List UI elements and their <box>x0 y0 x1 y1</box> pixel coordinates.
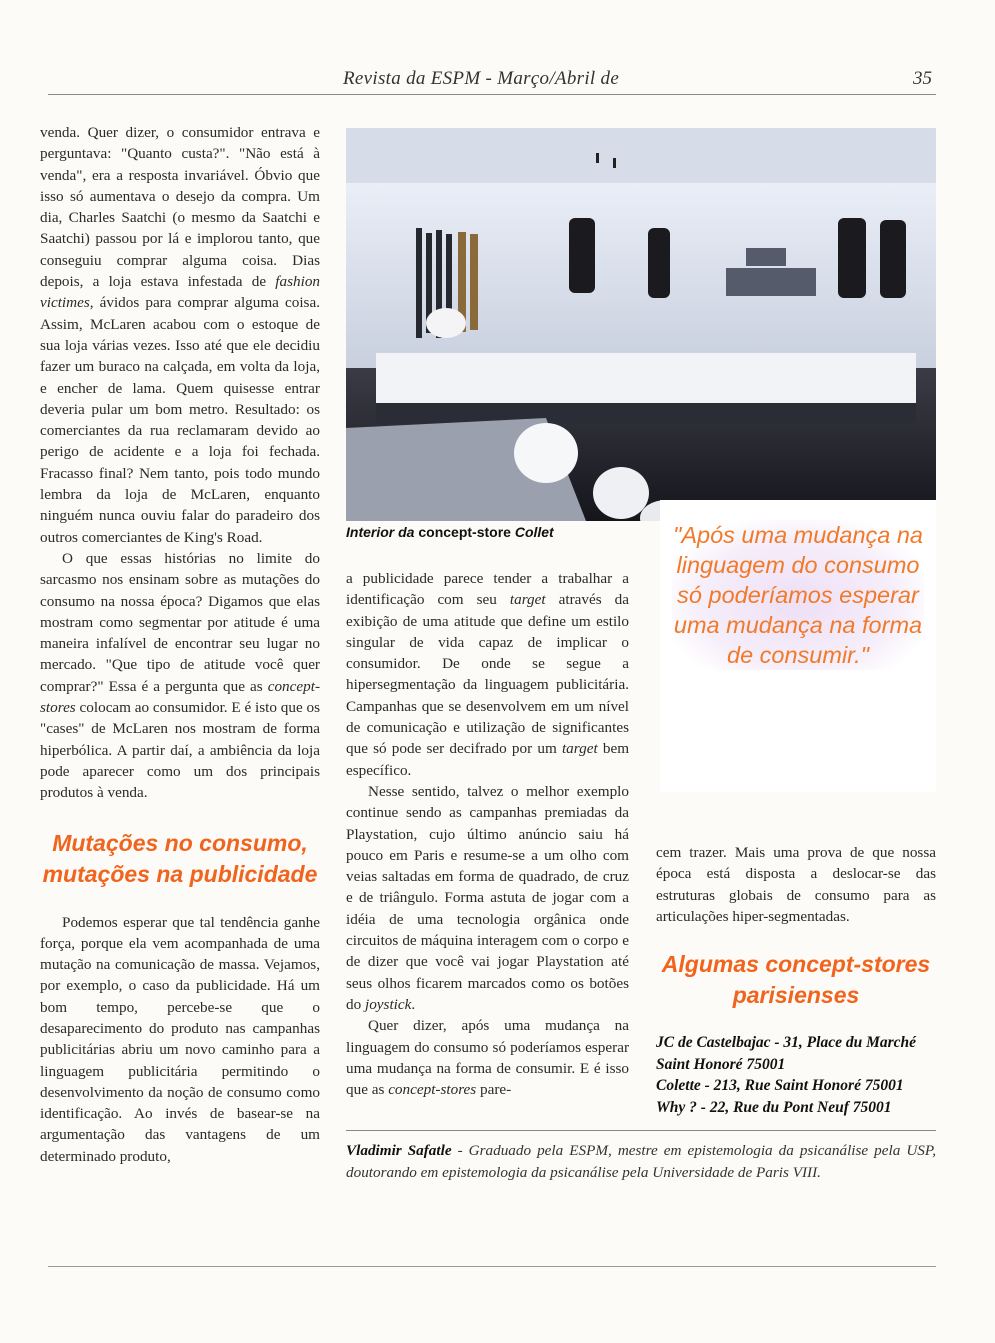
author-bio: Vladimir Safatle - Graduado pela ESPM, mestre em epistemologia da psicanálise pela USP, doutorando em epistemologia da psicanálise pela Universidade de Paris VIII. <box>346 1142 936 1181</box>
store-list <box>656 1032 936 1118</box>
store-item: Colette - 213, Rue Saint Honoré 75001 <box>656 1077 904 1094</box>
store-item: Why ? - 22, Rue du Pont Neuf 75001 <box>656 1098 892 1116</box>
author-name: Vladimir Safatle <box>346 1142 452 1159</box>
section-heading: Mutações no consumo, mutações na publicidade <box>42 829 318 887</box>
divider <box>48 1266 936 1267</box>
store-interior-photo <box>346 128 936 521</box>
middle-column <box>346 568 629 1100</box>
paragraph: Podemos esperar que tal tendência ganhe força, porque ela vem acompanhada de uma mutação na comunicação de massa. Vejamos, por exemplo, o caso da publicidade. Há um bom tempo, percebe-se que o desaparecimento do produto nas campanhas publicitárias abriu um novo caminho para a linguagem publicitária permitindo o desenvolvimento da noção de consumo como identificação. Ao invés de basear-se na argumentação das vantagens de um determinado produto, <box>40 913 320 1165</box>
page-number: 35 <box>913 68 932 89</box>
pullquote: "Após uma mudança na linguagem do consumo só poderíamos esperar uma mudança na forma de consumir." <box>672 522 924 668</box>
paragraph: cem trazer. Mais uma prova de que nossa época está disposta a deslocar-se das estruturas globais de consumo para as articulações hiper-segmentadas. <box>656 844 936 925</box>
paragraph: Quer dizer, após uma mudança na linguagem do consumo só poderíamos esperar uma mudança na forma de consumir. E é isso que as concept-stores pare- <box>346 1017 629 1099</box>
running-header <box>48 68 936 95</box>
divider <box>346 1130 936 1131</box>
store-item: JC de Castelbajac - 31, Place du Marché Saint Honoré 75001 <box>656 1034 917 1073</box>
paragraph: O que essas histórias no limite do sarcasmo nos ensinam sobre as mutações do consumo na nossa época? Digamos que elas mostram como segmentar por atitude é uma maneira infalível de encontrar seu lugar no mercado. "Que tipo de atitude você quer comprar?" Essa é a pergunta que as concept-stores colocam ao consumidor. E é isto que os "cases" de McLaren nos mostram de forma hiperbólica. A partir daí, a ambiência da loja pode aparecer como um dos principais produtos à venda. <box>40 549 321 802</box>
paragraph: Nesse sentido, talvez o melhor exemplo continue sendo as campanhas premiadas da Playstation, cujo último anúncio saiu há pouco em Paris e resume-se a um olho com veias saltadas em forma de quadrado, de cruz e de triângulo. Forma astuta de jogar com a idéia de uma tecnologia orgânica onde circuitos de máquina interagem com o corpo e de dizer que você vai jogar Playstation até seus olhos ficarem marcados como os botões do joystick. <box>346 782 629 1013</box>
right-column <box>656 842 936 1011</box>
photo-caption: Interior da concept-store Collet <box>346 524 554 540</box>
paragraph: venda. Quer dizer, o consumidor entrava e perguntava: "Quanto custa?". "Não está à venda", era a resposta invariável. Óbvio que isso só aumentava o desejo da compra. Um dia, Charles Saatchi (o mesmo da Saatchi e Saatchi) passou por lá e implorou tanto, que conseguiu comprar alguma coisa. Dias depois, a loja estava infestada de fashion victimes, ávidos para comprar alguma coisa. Assim, McLaren acabou com o estoque de sua loja várias vezes. Isso até que ele decidiu fazer um buraco na calçada, em volta da loja, e encher de lama. Quem quisesse entrar deveria pular um bom metro. Resultado: os comerciantes da rua reclamaram devido ao perigo de acidente e a loja foi fechada. Fracasso final? Nem tanto, pois todo mundo lembra da loja de McLaren, enquanto ninguém nunca ouviu falar do paradeiro dos outros comerciantes de King's Road. <box>40 124 321 546</box>
magazine-title: Revista da ESPM - Março/Abril de <box>343 68 620 89</box>
section-heading: Algumas concept-stores parisienses <box>661 951 931 1009</box>
paragraph: a publicidade parece tender a trabalhar a identificação com seu target através da exibição de uma atitude que define um estilo singular de vida capaz de implicar o consumidor. De onde se segue a hipersegmentação da linguagem publicitária. Campanhas que se desenvolvem em um nível de comunicação e utilização de significantes que só pode ser decifrado por um target bem específico. <box>346 570 630 779</box>
left-column <box>40 122 320 1167</box>
